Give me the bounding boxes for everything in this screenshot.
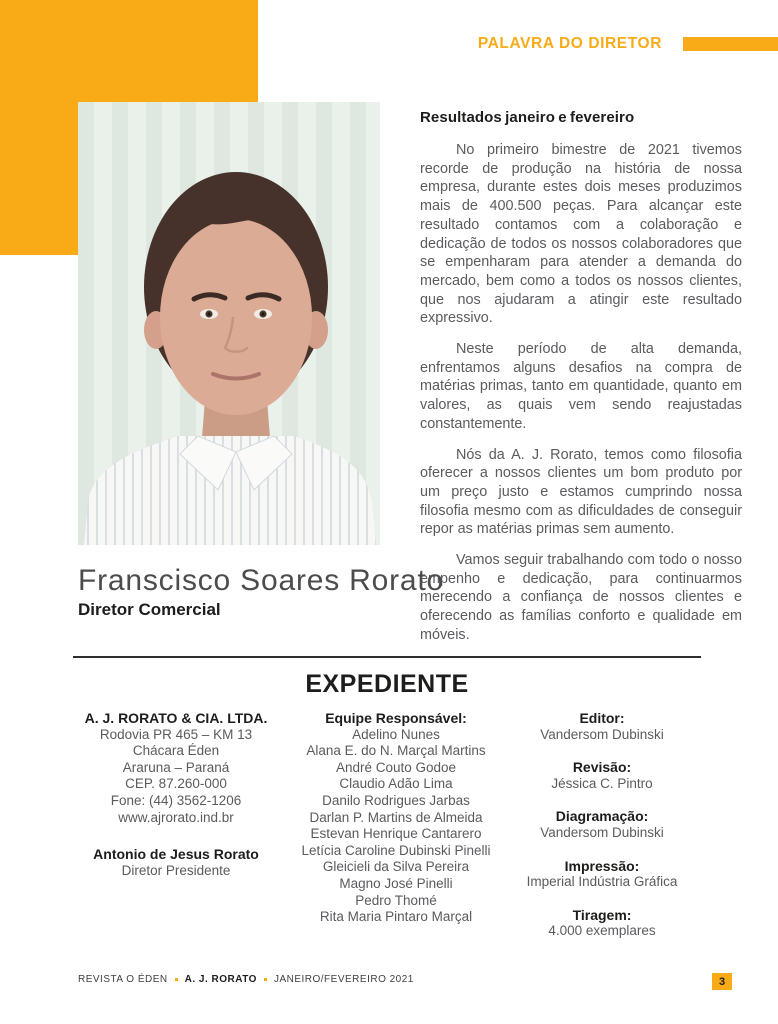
article-paragraph: Neste período de alta demanda, enfrentamos alguns desafios na compra de matérias primas, tanto em quantidade, quanto em valores, as quais vem sendo reajustadas constantemente. bbox=[420, 341, 742, 432]
footer bbox=[78, 974, 414, 985]
team-member: Letícia Caroline Dubinski Pinelli bbox=[301, 842, 491, 858]
credit-label: Diagramação: bbox=[555, 808, 649, 825]
credit-group bbox=[506, 858, 698, 891]
director-message-article bbox=[420, 109, 742, 657]
credit-group bbox=[506, 710, 698, 743]
credit-group bbox=[506, 808, 698, 841]
company-address-line: Araruna – Paraná bbox=[122, 759, 230, 775]
team-member: Alana E. do N. Marçal Martins bbox=[306, 743, 486, 759]
team-member: Adelino Nunes bbox=[352, 726, 440, 742]
credit-value: Vandersom Dubinski bbox=[540, 824, 664, 840]
team-member: André Couto Godoe bbox=[335, 759, 457, 775]
section-divider bbox=[73, 656, 701, 658]
credits-column bbox=[506, 710, 698, 956]
company-address-line: Chácara Éden bbox=[132, 743, 220, 759]
company-address-line: CEP. 87.260-000 bbox=[125, 776, 227, 792]
article-paragraph: Nós da A. J. Rorato, temos como filosofia oferecer a nossos clientes um bom produto por um preço justo e estamos cumprindo nossa filosofia mesmo com as dificuldades de conseguir repor as matérias primas sem aumento. bbox=[420, 446, 742, 538]
section-title: PALAVRA DO DIRETOR bbox=[477, 34, 662, 52]
credit-value: Vandersom Dubinski bbox=[540, 726, 664, 742]
team-member: Magno José Pinelli bbox=[339, 875, 453, 891]
company-info-column bbox=[68, 710, 284, 879]
portrait-photo bbox=[78, 102, 380, 545]
credit-label: Editor: bbox=[579, 710, 625, 726]
expediente-title: EXPEDIENTE bbox=[305, 670, 469, 698]
team-member: Rita Maria Pintaro Marçal bbox=[319, 909, 473, 925]
credit-value: Jéssica C. Pintro bbox=[551, 775, 653, 791]
credit-group bbox=[506, 759, 698, 792]
company-phone: Fone: (44) 3562-1206 bbox=[110, 792, 242, 808]
website-link[interactable]: www.ajrorato.ind.br bbox=[118, 809, 234, 825]
footer-publication: REVISTA O ÉDEN bbox=[78, 974, 168, 985]
credit-label: Revisão: bbox=[572, 759, 632, 776]
company-address-line: Rodovia PR 465 – KM 13 bbox=[99, 726, 253, 742]
team-member: Danilo Rodrigues Jarbas bbox=[322, 792, 470, 808]
team-member: Claudio Adão Lima bbox=[339, 776, 453, 792]
team-member: Darlan P. Martins de Almeida bbox=[309, 809, 483, 825]
credit-group bbox=[506, 907, 698, 940]
credit-label: Impressão: bbox=[564, 857, 640, 874]
footer-separator-dot bbox=[175, 978, 178, 981]
author-role: Diretor Comercial bbox=[78, 600, 221, 619]
team-label: Equipe Responsável: bbox=[325, 710, 467, 726]
team-member: Estevan Henrique Cantarero bbox=[310, 826, 482, 842]
credit-label: Tiragem: bbox=[572, 906, 632, 923]
team-member: Pedro Thomé bbox=[355, 892, 437, 908]
president-name: Antonio de Jesus Rorato bbox=[93, 846, 259, 863]
team-member: Gleicieli da Silva Pereira bbox=[322, 859, 470, 875]
article-heading: Resultados janeiro e fevereiro bbox=[420, 109, 635, 126]
company-name: A. J. RORATO & CIA. LTDA. bbox=[84, 710, 268, 726]
decorative-orange-bar bbox=[683, 37, 778, 51]
section-header bbox=[0, 36, 778, 51]
author-name: Franscisco Soares Rorato bbox=[78, 564, 445, 597]
credit-value: 4.000 exemplares bbox=[548, 923, 656, 939]
footer-issue: JANEIRO/FEVEREIRO 2021 bbox=[273, 974, 414, 985]
footer-separator-dot bbox=[264, 978, 267, 981]
article-paragraph: No primeiro bimestre de 2021 tivemos recorde de produção na história de nossa empresa, durante estes dois meses produzimos mais de 400.500 peças. Para alcançar este resultado contamos com a colaboração e dedicação de todos os nossos colaboradores que se empenharam para atender a demanda do mercado, bem como a todos os nossos clientes, que nos ajudaram a atingir este resultado expressivo. bbox=[420, 142, 742, 327]
president-role: Diretor Presidente bbox=[121, 862, 231, 878]
footer-brand: A. J. RORATO bbox=[184, 974, 257, 985]
team-column bbox=[288, 710, 504, 926]
page-number-badge: 3 bbox=[712, 973, 732, 990]
article-paragraph: Vamos seguir trabalhando com todo o nosso empenho e dedicação, para continuarmos merecendo a confiança de nossos clientes e oferecendo as famílias conforto e qualidade em móveis. bbox=[420, 552, 742, 643]
credit-value: Imperial Indústria Gráfica bbox=[526, 874, 678, 890]
